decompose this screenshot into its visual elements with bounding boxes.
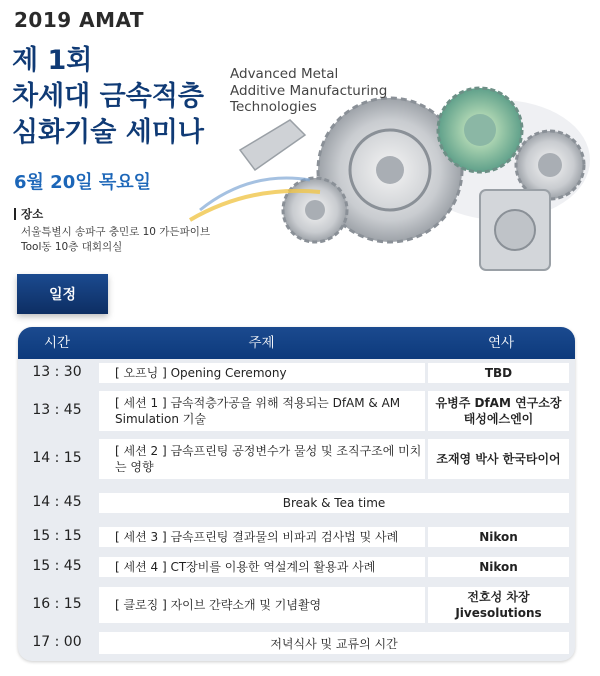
subtitle <box>230 66 430 116</box>
row-topic: [ 세션 3 ] 금속프린팅 결과물의 비파괴 검사법 및 사례 <box>99 527 425 547</box>
row-speaker: 유병주 DfAM 연구소장 태성에스엔이 <box>428 391 569 431</box>
row-topic: [ 세션 2 ] 금속프린팅 공정변수가 물성 및 조직구조에 미치는 영향 <box>99 439 425 479</box>
hero-banner <box>0 0 600 275</box>
row-time: 15 : 15 <box>32 528 82 544</box>
row-topic: [ 클로징 ] 자이브 간략소개 및 기념촬영 <box>99 587 425 623</box>
row-speaker: 조재영 박사 한국타이어 <box>428 439 569 479</box>
table-row <box>18 359 575 385</box>
row-topic: [ 세션 1 ] 금속적층가공을 위해 적용되는 DfAM & AM Simulation 기술 <box>99 391 425 431</box>
title-line-2: 차세대 금속적층 <box>12 81 204 112</box>
table-row <box>18 489 575 515</box>
row-time: 17 : 00 <box>32 634 82 650</box>
subtitle-line-1: Advanced Metal <box>230 66 339 82</box>
row-speaker: Nikon <box>428 527 569 547</box>
schedule-section-tab: 일정 <box>17 274 108 314</box>
schedule-table <box>18 327 575 661</box>
row-time: 14 : 45 <box>32 494 82 510</box>
table-row <box>18 523 575 549</box>
row-break: Break & Tea time <box>99 493 569 513</box>
row-dinner: 저녁식사 및 교류의 시간 <box>99 632 569 654</box>
row-time: 15 : 45 <box>32 558 82 574</box>
row-topic: [ 오프닝 ] Opening Ceremony <box>99 363 425 383</box>
header-topic: 주제 <box>248 335 275 351</box>
table-row <box>18 583 575 625</box>
subtitle-line-2: Additive Manufacturing <box>230 82 388 99</box>
header-time: 시간 <box>43 335 71 351</box>
venue-label: 장소 <box>14 208 43 220</box>
venue-room: Tool동 10층 대회의실 <box>21 241 123 253</box>
row-topic: [ 세션 4 ] CT장비를 이용한 역설계의 활용과 사례 <box>99 557 425 577</box>
title-line-1: 제 1회 <box>12 45 93 76</box>
event-label: 2019 AMAT <box>14 8 145 32</box>
row-speaker: Nikon <box>428 557 569 577</box>
table-row <box>18 553 575 579</box>
row-time: 13 : 45 <box>32 402 82 418</box>
schedule-table-header <box>18 327 575 359</box>
row-time: 13 : 30 <box>32 364 82 380</box>
table-row <box>18 629 575 657</box>
row-time: 14 : 15 <box>32 450 82 466</box>
title-line-3: 심화기술 세미나 <box>12 117 204 148</box>
row-speaker: TBD <box>428 363 569 383</box>
table-row <box>18 435 575 481</box>
header-speaker: 연사 <box>487 335 515 351</box>
subtitle-line-3: Technologies <box>230 99 317 115</box>
table-row <box>18 387 575 433</box>
venue-address: 서울특별시 송파구 충민로 10 가든파이브 <box>21 226 210 238</box>
row-speaker: 전호성 차장 Jivesolutions <box>428 587 569 623</box>
row-time: 16 : 15 <box>32 596 82 612</box>
event-date: 6월 20일 목요일 <box>14 172 152 193</box>
